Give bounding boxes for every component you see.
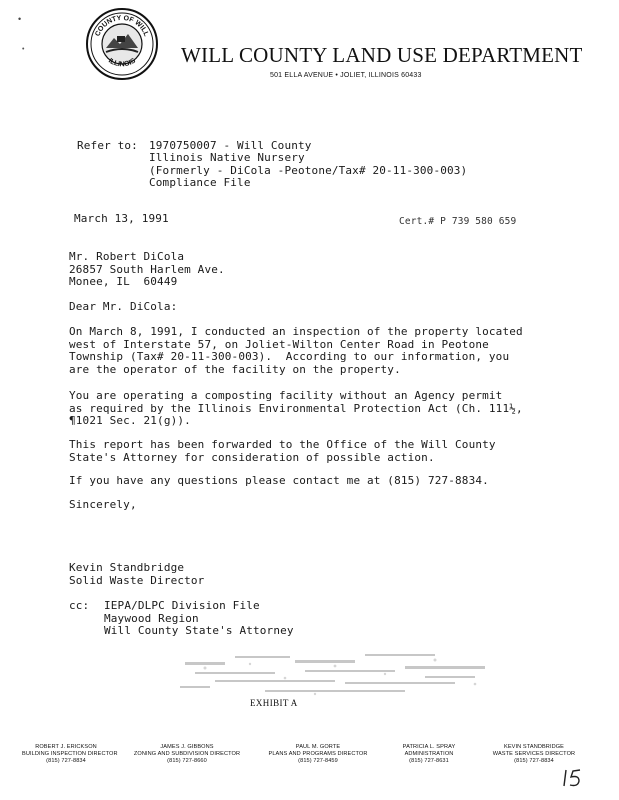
cc-label: cc: xyxy=(69,599,90,612)
signer-name: Kevin Standbridge xyxy=(69,561,185,574)
staff-role: ADMINISTRATION xyxy=(404,751,454,757)
department-title: WILL COUNTY LAND USE DEPARTMENT xyxy=(181,43,583,67)
paragraph-line: If you have any questions please contact me at (815) 727-8834. xyxy=(69,474,489,487)
staff-entry xyxy=(268,744,368,765)
scan-mark-2: • xyxy=(22,46,25,53)
refer-label: Refer to: xyxy=(77,139,138,152)
paragraph-line: Township (Tax# 20-11-300-003). According to our information, you xyxy=(69,350,510,363)
staff-name: PAUL M. GORTE xyxy=(295,744,341,750)
staff-phone: (815) 727-8459 xyxy=(298,758,338,764)
paragraph-line: You are operating a composting facility without an Agency permit xyxy=(69,389,503,402)
scan-marks: • xyxy=(18,14,22,24)
svg-text:COUNTY OF WILL: COUNTY OF WILL xyxy=(94,14,150,38)
refer-line-4: Compliance File xyxy=(149,176,251,189)
refer-line-1: 1970750007 - Will County xyxy=(149,139,312,152)
staff-phone: (815) 727-8834 xyxy=(514,758,554,764)
faded-stamp xyxy=(175,648,505,704)
refer-line-2: Illinois Native Nursery xyxy=(149,151,305,164)
refer-line-3: (Formerly - DiCola -Peotone/Tax# 20-11-300-003) xyxy=(149,164,468,177)
staff-name: JAMES J. GIBBONS xyxy=(160,744,214,750)
staff-phone: (815) 727-8660 xyxy=(167,758,207,764)
staff-name: PATRICIA L. SPRAY xyxy=(402,744,456,750)
cc-line-1: IEPA/DLPC Division File xyxy=(104,599,260,612)
staff-role: ZONING AND SUBDIVISION DIRECTOR xyxy=(133,751,241,757)
staff-role: WASTE SERVICES DIRECTOR xyxy=(492,751,576,757)
certified-mail-number: Cert.# P 739 580 659 xyxy=(399,216,517,227)
recipient-city: Monee, IL 60449 xyxy=(69,275,178,288)
paragraph-line: are the operator of the facility on the property. xyxy=(69,362,401,376)
staff-entry xyxy=(132,744,242,765)
staff-phone: (815) 727-8834 xyxy=(46,758,86,764)
staff-entry xyxy=(22,744,118,765)
county-seal xyxy=(84,6,160,82)
staff-entry xyxy=(488,744,580,765)
paragraph-line: west of Interstate 57, on Joliet-Wilton Center Road in Peotone xyxy=(69,337,489,351)
staff-name: ROBERT J. ERICKSON xyxy=(35,744,97,750)
salutation: Dear Mr. DiCola: xyxy=(69,300,178,313)
paragraph-inspection xyxy=(69,326,523,376)
paragraph-line: as required by the Illinois Environmental Protection Act (Ch. 111½, xyxy=(69,401,523,415)
recipient-street: 26857 South Harlem Ave. xyxy=(69,263,225,276)
paragraph-contact xyxy=(69,475,489,488)
cc-line-3: Will County State's Attorney xyxy=(104,624,294,637)
staff-phone: (815) 727-8631 xyxy=(409,758,449,764)
paragraph-line: State's Attorney for consideration of possible action. xyxy=(69,450,435,464)
department-address: 501 ELLA AVENUE • JOLIET, ILLINOIS 60433 xyxy=(270,72,422,79)
paragraph-permit xyxy=(69,390,523,428)
closing: Sincerely, xyxy=(69,498,137,511)
staff-name: KEVIN STANDBRIDGE xyxy=(503,744,565,750)
paragraph-line: This report has been forwarded to the Office of the Will County xyxy=(69,438,496,451)
staff-entry xyxy=(394,744,464,765)
paragraph-line: ¶1021 Sec. 21(g)). xyxy=(69,414,191,427)
paragraph-line: On March 8, 1991, I conducted an inspection of the property located xyxy=(69,325,523,338)
handwritten-page-number xyxy=(560,766,590,790)
letter-date: March 13, 1991 xyxy=(74,212,169,225)
exhibit-label: EXHIBIT A xyxy=(250,698,298,708)
svg-text:ILLINOIS: ILLINOIS xyxy=(107,57,137,69)
paragraph-forwarded xyxy=(69,439,496,464)
staff-role: BUILDING INSPECTION DIRECTOR xyxy=(22,751,118,757)
cc-line-2: Maywood Region xyxy=(104,612,199,625)
staff-role: PLANS AND PROGRAMS DIRECTOR xyxy=(268,751,368,757)
recipient-name: Mr. Robert DiCola xyxy=(69,250,185,263)
signer-title: Solid Waste Director xyxy=(69,574,205,587)
